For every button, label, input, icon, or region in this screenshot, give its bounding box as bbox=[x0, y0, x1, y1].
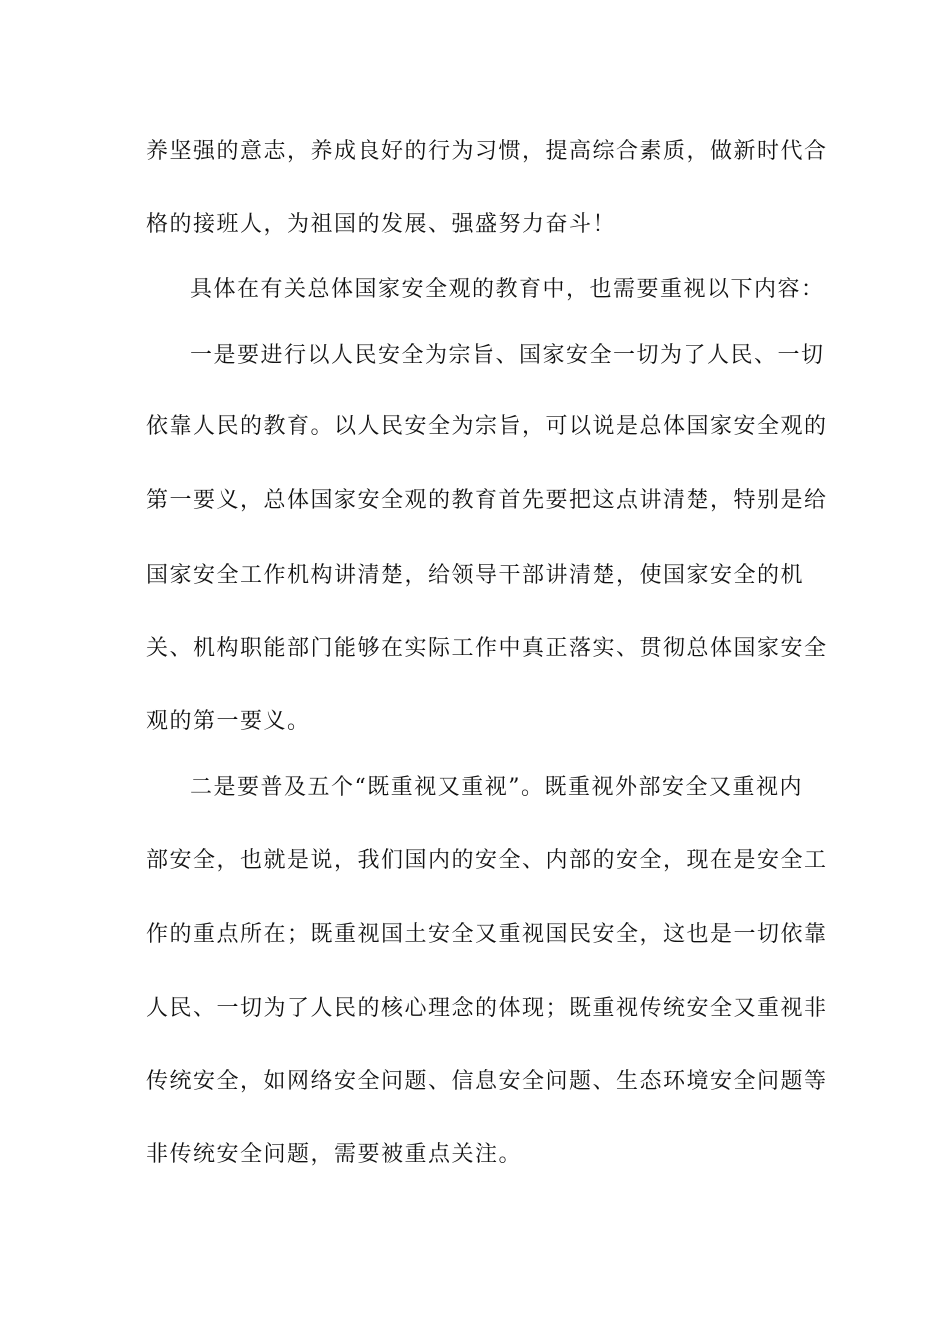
paragraph-line: 观的第一要义。 bbox=[146, 709, 311, 734]
paragraph-line: 传统安全，如网络安全问题、信息安全问题、生态环境安全问题等 bbox=[146, 1069, 828, 1094]
paragraph-line: 二是要普及五个“既重视又重视”。既重视外部安全又重视内 bbox=[190, 775, 803, 800]
paragraph-line: 格的接班人，为祖国的发展、强盛努力奋斗！ bbox=[146, 212, 617, 237]
paragraph-line: 非传统安全问题，需要被重点关注。 bbox=[146, 1142, 523, 1167]
paragraph-line: 关、机构职能部门能够在实际工作中真正落实、贯彻总体国家安全 bbox=[146, 636, 828, 661]
paragraph-line: 部安全，也就是说，我们国内的安全、内部的安全，现在是安全工 bbox=[146, 848, 828, 873]
paragraph-line: 人民、一切为了人民的核心理念的体现；既重视传统安全又重视非 bbox=[146, 996, 828, 1021]
paragraph-line: 作的重点所在；既重视国土安全又重视国民安全，这也是一切依靠 bbox=[146, 922, 828, 947]
paragraph-line: 具体在有关总体国家安全观的教育中，也需要重视以下内容： bbox=[190, 277, 825, 302]
paragraph-line: 养坚强的意志，养成良好的行为习惯，提高综合素质，做新时代合 bbox=[146, 139, 828, 164]
paragraph-line: 国家安全工作机构讲清楚，给领导干部讲清楚，使国家安全的机 bbox=[146, 563, 805, 588]
paragraph-line: 一是要进行以人民安全为宗旨、国家安全一切为了人民、一切 bbox=[190, 343, 825, 368]
paragraph-line: 依靠人民的教育。以人民安全为宗旨，可以说是总体国家安全观的 bbox=[146, 414, 828, 439]
paragraph-line: 第一要义，总体国家安全观的教育首先要把这点讲清楚，特别是给 bbox=[146, 488, 828, 513]
